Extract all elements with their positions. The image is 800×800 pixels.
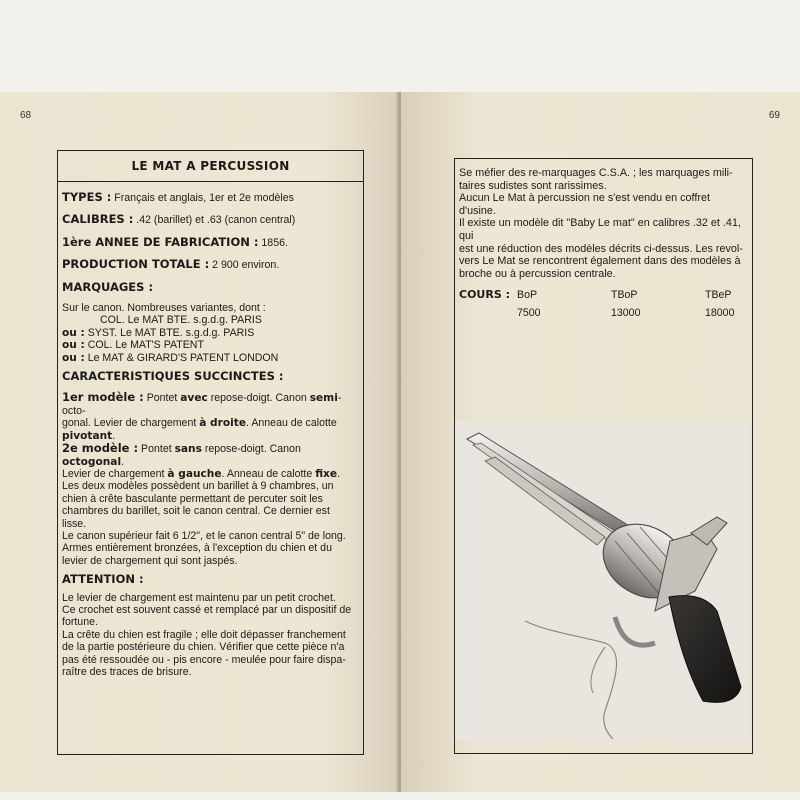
right-text-line: Aucun Le Mat à percussion ne s'est vendu en coffret d'usine. xyxy=(459,192,710,217)
desc-line: levier de chargement qui sont jaspés. xyxy=(62,554,238,567)
desc-line: lisse. xyxy=(62,517,87,530)
box-title: LE MAT A PERCUSSION xyxy=(58,151,363,182)
attention-line: raître des traces de brisure. xyxy=(62,666,192,678)
attention-line: Ce crochet est souvent cassé et remplacé par un dispositif de xyxy=(62,603,352,616)
production-line: PRODUCTION TOTALE : 2 900 environ. xyxy=(62,257,280,272)
cours-value: 18000 xyxy=(705,307,735,320)
desc-line: chien à crête basculante permettant de percuter soit les xyxy=(62,492,323,505)
annee-line: 1ère ANNEE DE FABRICATION : 1856. xyxy=(62,234,288,249)
desc-line: Le canon supérieur fait 6 1/2", et le canon central 5" de long. xyxy=(62,529,346,542)
marquages-intro: Sur le canon. Nombreuses variantes, dont : xyxy=(62,302,266,315)
attention-line: La crête du chien est fragile ; elle doit dépasser franchement xyxy=(62,628,346,641)
cours-value: 7500 xyxy=(517,307,541,320)
modele-1-line: 1er modèle : Pontet avec repose-doigt. Canon semi-octo- xyxy=(62,390,342,417)
page-number-left: 68 xyxy=(20,110,32,121)
cours-header: TBeP xyxy=(705,289,732,302)
marquage-line: ou : Le MAT & GIRARD'S PATENT LONDON xyxy=(62,351,279,364)
attention-line: de la partie postérieure du chien. Vérifier que cette pièce n'a xyxy=(62,641,345,654)
revolver-photo xyxy=(455,421,751,741)
right-text-line: est une réduction des modèles décrits ci-dessus. Les revol- xyxy=(459,242,743,255)
attention-line: pas été ressoudée ou - pis encore - meulée pour faire dispa- xyxy=(62,653,346,666)
cours-label: COURS : xyxy=(459,288,510,302)
info-box xyxy=(57,150,364,755)
modele-2-line: Levier de chargement à gauche. Anneau de calotte fixe. xyxy=(62,467,341,480)
desc-line: Armes entièrement bronzées, à l'exception du chien et du xyxy=(62,542,332,555)
desc-line: Les deux modèles possèdent un barillet à 9 chambres, un xyxy=(62,480,334,493)
open-book xyxy=(0,92,800,792)
cours-header: TBoP xyxy=(611,289,638,302)
marquage-line: COL. Le MAT BTE. s.g.d.g. PARIS xyxy=(100,314,262,327)
types-line: TYPES : Français et anglais, 1er et 2e modèles xyxy=(62,190,294,204)
attention-line: Le levier de chargement est maintenu par un petit crochet. xyxy=(62,591,336,604)
marquage-line: ou : COL. Le MAT'S PATENT xyxy=(62,339,204,352)
caracteristiques-heading: CARACTERISTIQUES SUCCINCTES : xyxy=(62,369,284,384)
cours-value: 13000 xyxy=(611,307,641,320)
attention-heading: ATTENTION : xyxy=(62,572,144,587)
page-number-right: 69 xyxy=(768,110,780,121)
right-text-line: Se méfier des re-marquages C.S.A. ; les marquages mili- xyxy=(459,167,733,179)
calibres-line: CALIBRES : .42 (barillet) et .63 (canon central) xyxy=(62,212,296,227)
left-page xyxy=(0,92,399,792)
right-text-line: taires sudistes sont rarissimes. xyxy=(459,179,607,192)
modele-2-line: 2e modèle : Pontet sans repose-doigt. Canon octogonal. xyxy=(62,441,301,468)
marquage-line: ou : SYST. Le MAT BTE. s.g.d.g. PARIS xyxy=(62,326,255,339)
cours-table xyxy=(455,286,752,322)
desc-line: chambres du barillet, soit le canon central. Ce dernier est xyxy=(62,505,330,518)
right-box xyxy=(454,158,753,754)
right-text-line: vers Le Mat se rencontrent également dans des modèles à xyxy=(459,255,741,268)
right-text-line: broche ou à percussion centrale. xyxy=(459,267,616,280)
attention-line: fortune. xyxy=(62,616,98,629)
marquages-heading: MARQUAGES : xyxy=(62,279,154,294)
modele-1-line: gonal. Levier de chargement à droite. Anneau de calotte xyxy=(62,417,337,430)
cours-header: BoP xyxy=(517,289,538,302)
right-text xyxy=(455,159,752,280)
right-text-line: Il existe un modèle dit "Baby Le mat" en calibres .32 et .41, qui xyxy=(459,217,741,242)
modele-1-line: pivotant. xyxy=(62,429,116,442)
